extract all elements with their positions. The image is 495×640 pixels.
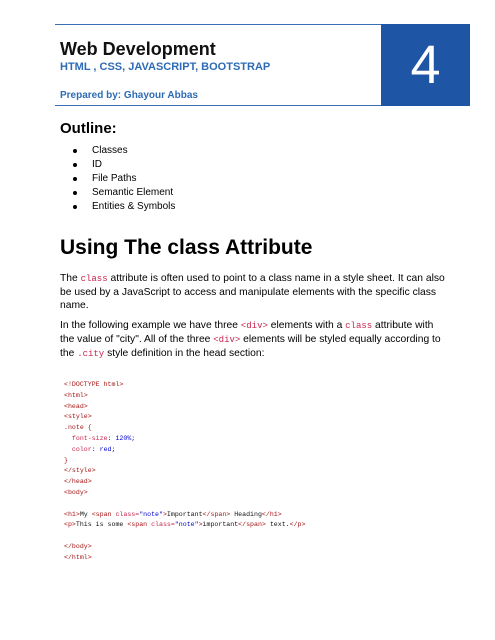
code-line: </html> bbox=[64, 553, 92, 561]
example-paragraph: In the following example we have three <div> elements with a class attribute with the value of "city". All of the three <div> elements will be styled equally according to the .city style definition in the head section: bbox=[60, 320, 441, 359]
code-line: </body> bbox=[64, 542, 92, 550]
outline-item: Classes bbox=[64, 144, 175, 158]
chapter-number: 4 bbox=[410, 35, 441, 95]
outline-item: ID bbox=[64, 158, 175, 172]
document-author: Prepared by: Ghayour Abbas bbox=[60, 90, 198, 101]
outline-item: File Paths bbox=[64, 172, 175, 186]
code-line: </head> bbox=[64, 478, 92, 486]
code-line: <html> bbox=[64, 391, 88, 399]
code-line: <h1>My <span class="note">Important</span> Heading</h1> bbox=[64, 510, 282, 518]
inline-code: class bbox=[345, 321, 373, 331]
code-line: <p>This is some <span class="note">important</span> text.</p> bbox=[64, 521, 306, 529]
outline-item: Entities & Symbols bbox=[64, 200, 175, 214]
inline-code: <div> bbox=[213, 335, 241, 345]
document-subtitle: HTML , CSS, JAVASCRIPT, BOOTSTRAP bbox=[60, 61, 271, 73]
code-line: font-size: 120%; bbox=[64, 434, 136, 442]
code-line bbox=[64, 499, 305, 510]
bullet-icon bbox=[73, 191, 77, 195]
bullet-icon bbox=[73, 177, 77, 181]
code-line: <head> bbox=[64, 402, 88, 410]
bullet-icon bbox=[73, 163, 77, 167]
code-line: } bbox=[64, 456, 68, 464]
inline-code: class bbox=[80, 274, 108, 284]
code-example bbox=[64, 380, 305, 564]
outline-title: Outline: bbox=[60, 120, 117, 137]
code-line: color: red; bbox=[64, 445, 116, 453]
code-line: </style> bbox=[64, 467, 96, 475]
code-line: .note { bbox=[64, 424, 92, 432]
bullet-icon bbox=[73, 149, 77, 153]
code-line: <style> bbox=[64, 413, 92, 421]
intro-paragraph: The class attribute is often used to point to a class name in a style sheet. It can also be used by a JavaScript to access and manipulate elements with the specific class name. bbox=[60, 273, 445, 311]
bullet-icon bbox=[73, 205, 77, 209]
code-line: <body> bbox=[64, 488, 88, 496]
inline-code: <div> bbox=[240, 321, 268, 331]
code-line: <!DOCTYPE html> bbox=[64, 381, 124, 388]
outline-list bbox=[64, 144, 175, 214]
code-line bbox=[64, 531, 305, 542]
outline-item: Semantic Element bbox=[64, 186, 175, 200]
inline-code: .city bbox=[77, 349, 105, 359]
section-heading: Using The class Attribute bbox=[60, 236, 313, 259]
document-title: Web Development bbox=[60, 39, 216, 59]
